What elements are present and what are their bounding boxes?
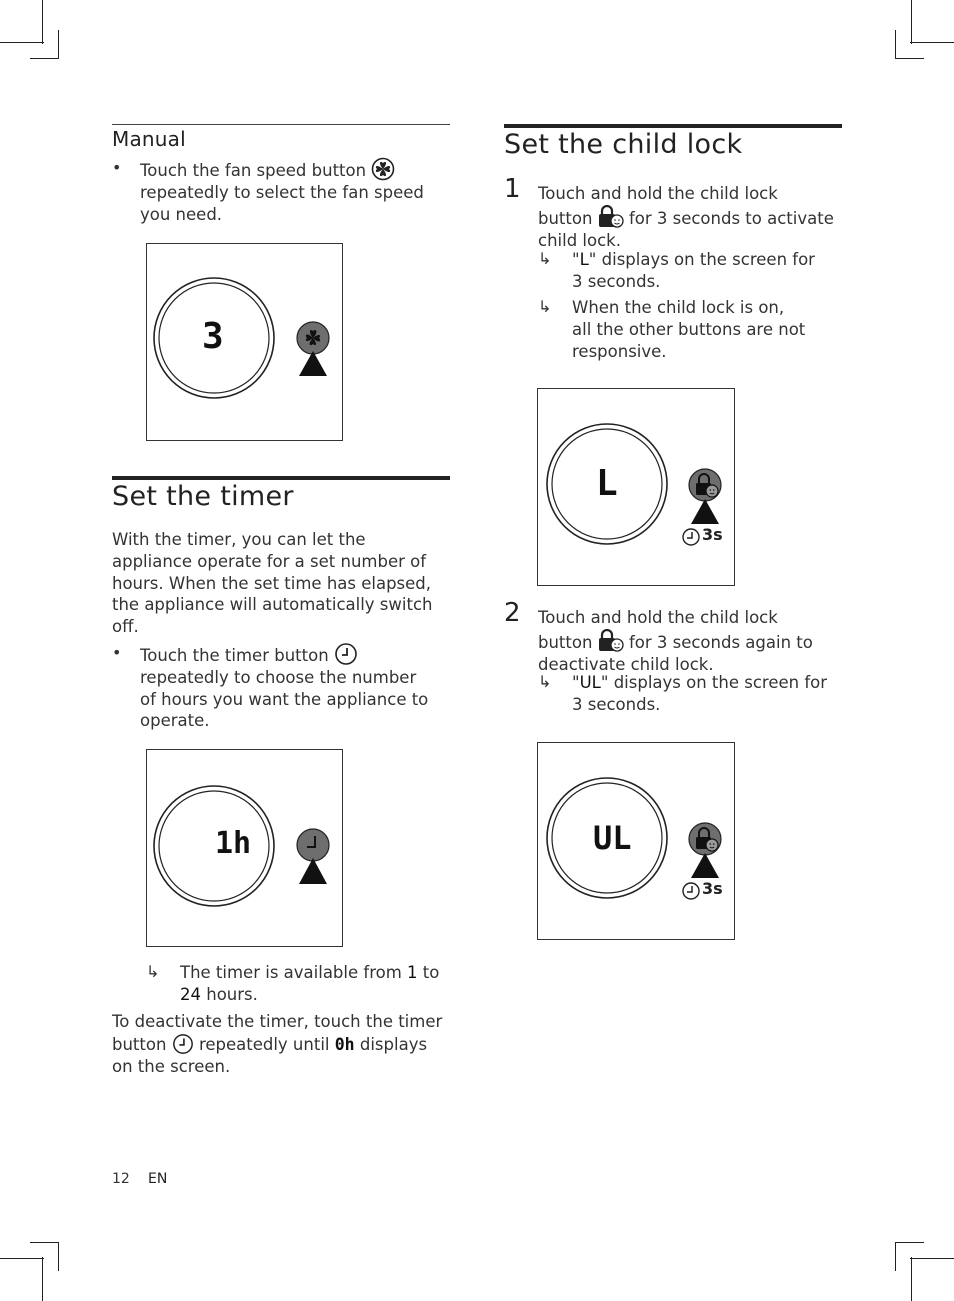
step2-line2a: button bbox=[538, 632, 593, 652]
result3-text-rest: " displays on the screen for bbox=[600, 673, 828, 692]
lock-child-icon bbox=[598, 205, 624, 229]
child-lock-on-figure bbox=[537, 388, 735, 586]
child-lock-display-value: UL bbox=[593, 819, 632, 857]
result-arrow-icon: ↳ bbox=[146, 962, 160, 981]
step1-line2b: for 3 seconds to activate bbox=[628, 208, 834, 228]
crop-mark bbox=[910, 42, 954, 43]
timer-top-rule bbox=[112, 476, 450, 480]
result3-text bbox=[572, 672, 842, 716]
timer-intro-line: off. bbox=[112, 617, 139, 637]
timer-intro-line: With the timer, you can let the bbox=[112, 530, 366, 549]
result3-line2: 3 seconds. bbox=[572, 694, 661, 714]
range-min: 1 bbox=[407, 963, 418, 982]
result-arrow-icon: ↳ bbox=[538, 249, 552, 268]
manual-text-line3: you need. bbox=[140, 204, 223, 224]
timer-text-line4: operate. bbox=[140, 711, 210, 731]
crop-mark bbox=[895, 58, 924, 59]
timer-intro-line: the appliance will automatically switch bbox=[112, 595, 433, 615]
bullet: • bbox=[112, 158, 122, 177]
crop-mark bbox=[42, 1257, 43, 1301]
crop-mark bbox=[895, 1242, 924, 1243]
step2-text bbox=[538, 607, 842, 675]
range-text-3: hours. bbox=[206, 984, 258, 1004]
result1-text bbox=[572, 249, 842, 293]
crop-mark bbox=[42, 0, 43, 44]
step2-line3: deactivate child lock. bbox=[538, 654, 714, 674]
language-label: EN bbox=[148, 1171, 168, 1187]
fan-speed-digit: 3 bbox=[202, 316, 224, 357]
timer-text-line3: of hours you want the appliance to bbox=[140, 689, 429, 709]
deactivate-line3: on the screen. bbox=[112, 1056, 231, 1076]
zero-hours-display-icon: 0h bbox=[334, 1034, 355, 1054]
clock-icon bbox=[334, 642, 358, 666]
crop-mark bbox=[911, 0, 912, 44]
quote-mark: " bbox=[572, 673, 580, 692]
result1-text-rest: " displays on the screen for bbox=[588, 250, 815, 269]
result1-line2: 3 seconds. bbox=[572, 271, 661, 291]
step-number: 1 bbox=[504, 174, 521, 204]
result-arrow-icon: ↳ bbox=[538, 297, 552, 316]
crop-mark bbox=[58, 30, 59, 59]
range-max: 24 bbox=[180, 984, 201, 1004]
clock-icon bbox=[172, 1033, 194, 1055]
timer-intro-line: hours. When the set time has elapsed, bbox=[112, 573, 432, 593]
result2-line2: all the other buttons are not bbox=[572, 319, 806, 339]
crop-mark bbox=[0, 42, 44, 43]
crop-mark bbox=[58, 1242, 59, 1271]
quote-mark: " bbox=[572, 250, 580, 269]
step2-line1: Touch and hold the child lock bbox=[538, 608, 778, 627]
result2-line1: When the child lock is on, bbox=[572, 298, 785, 317]
result2-line3: responsive. bbox=[572, 341, 667, 361]
range-text-1: The timer is available from bbox=[180, 963, 402, 982]
crop-mark bbox=[30, 1242, 59, 1243]
step-number: 2 bbox=[504, 598, 521, 628]
manual-instruction bbox=[140, 157, 450, 225]
step1-line3: child lock. bbox=[538, 230, 621, 250]
fan-speed-display-figure bbox=[146, 243, 343, 441]
child-lock-off-figure bbox=[537, 742, 735, 940]
timer-title: Set the timer bbox=[112, 481, 294, 512]
page-number: 12 bbox=[112, 1171, 130, 1187]
crop-mark bbox=[910, 1258, 954, 1259]
child-lock-title: Set the child lock bbox=[504, 129, 743, 160]
result-arrow-icon: ↳ bbox=[538, 672, 552, 691]
step1-line1: Touch and hold the child lock bbox=[538, 184, 778, 203]
range-text-2: to bbox=[422, 963, 440, 982]
timer-intro-line: appliance operate for a set number of bbox=[112, 551, 427, 571]
timer-text-line2: repeatedly to choose the number bbox=[140, 667, 417, 687]
result2-text bbox=[572, 297, 842, 362]
timer-display-figure bbox=[146, 749, 343, 947]
step1-line2a: button bbox=[538, 208, 593, 228]
timer-range bbox=[180, 962, 450, 1006]
crop-mark bbox=[30, 58, 59, 59]
crop-mark bbox=[0, 1258, 44, 1259]
step1-text bbox=[538, 183, 842, 251]
manual-top-rule bbox=[112, 124, 450, 125]
manual-heading: Manual bbox=[112, 127, 186, 151]
lock-child-icon bbox=[598, 629, 624, 653]
deactivate-text-a: button bbox=[112, 1034, 167, 1054]
unlock-code: UL bbox=[579, 673, 601, 692]
timer-display-value: 1h bbox=[215, 826, 252, 861]
crop-mark bbox=[895, 1242, 896, 1271]
timer-text-line1: Touch the timer button bbox=[140, 646, 329, 665]
child-lock-display-value: L bbox=[596, 463, 618, 504]
timer-instruction bbox=[140, 642, 450, 732]
step2-line2b: for 3 seconds again to bbox=[628, 632, 813, 652]
lock-code: L bbox=[579, 250, 589, 269]
crop-mark bbox=[911, 1257, 912, 1301]
bullet: • bbox=[112, 643, 122, 662]
manual-text-line2: repeatedly to select the fan speed bbox=[140, 182, 424, 202]
timer-deactivate bbox=[112, 1011, 450, 1077]
crop-mark bbox=[895, 30, 896, 59]
deactivate-text-c: displays bbox=[359, 1034, 428, 1054]
deactivate-line1: To deactivate the timer, touch the timer bbox=[112, 1012, 443, 1031]
hold-time-label: 3s bbox=[702, 525, 723, 544]
hold-time-label: 3s bbox=[702, 879, 723, 898]
fan-icon bbox=[371, 157, 395, 181]
timer-intro bbox=[112, 529, 450, 638]
deactivate-text-b: repeatedly until bbox=[198, 1034, 330, 1054]
child-lock-top-rule bbox=[504, 124, 842, 128]
manual-text-line1: Touch the fan speed button bbox=[140, 161, 367, 180]
